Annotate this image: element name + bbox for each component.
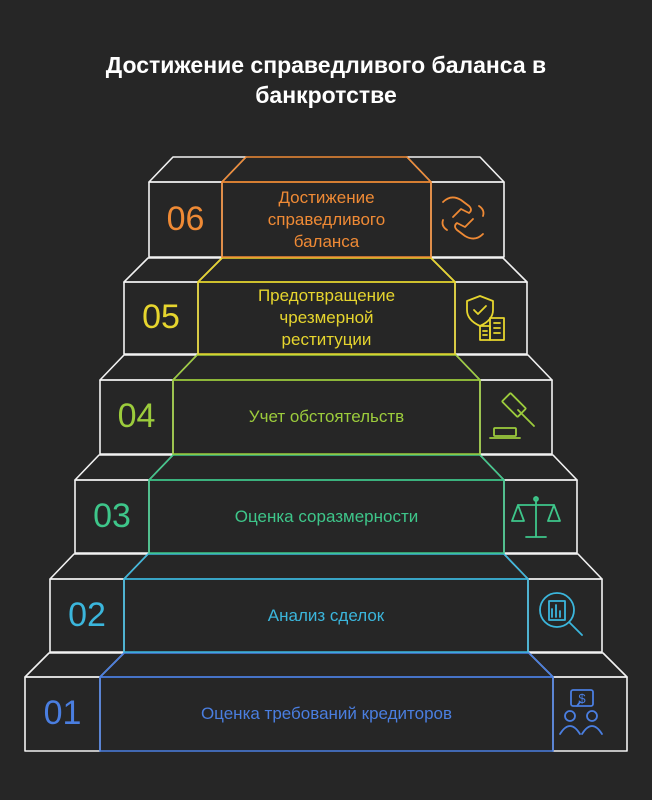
side-tread-left <box>75 455 173 480</box>
step-number: 02 <box>68 595 106 634</box>
document-magnifier-icon <box>540 593 582 635</box>
step-label-line: Предотвращение <box>257 286 396 305</box>
step-tread <box>100 653 553 677</box>
step-label-line: чрезмерной <box>279 308 374 327</box>
shield-building-icon <box>467 296 504 340</box>
step-label-line: справедливого <box>267 209 386 229</box>
step-label-line: реституции <box>281 330 372 349</box>
step-number: 03 <box>93 496 131 535</box>
step-tread <box>149 455 504 480</box>
side-tread-right <box>407 157 504 182</box>
title-line-1: Достижение справедливого баланса в <box>105 52 547 78</box>
step-label-line: баланса <box>293 231 360 251</box>
svg-text:$: $ <box>578 691 586 706</box>
step-label <box>173 380 480 454</box>
step-label <box>222 182 431 257</box>
step-number: 04 <box>117 397 156 435</box>
step-label <box>100 677 553 751</box>
scales-icon <box>512 497 560 537</box>
side-tread-right <box>480 455 577 480</box>
side-tread-left <box>50 554 148 579</box>
step-label-line: Анализ сделок <box>267 605 385 625</box>
side-tread-left <box>25 653 124 677</box>
title-line-2: банкротстве <box>255 82 397 108</box>
step-number: 06 <box>166 199 205 238</box>
side-face-right <box>553 677 627 751</box>
side-tread-right <box>431 258 527 282</box>
step-number: 05 <box>142 298 180 336</box>
side-tread-left <box>149 157 246 182</box>
step-tread <box>173 355 480 380</box>
step-label-line: Учет обстоятельств <box>248 407 405 426</box>
step-label <box>149 480 504 553</box>
side-tread-left <box>100 355 197 380</box>
step-label-line: Оценка требований кредиторов <box>200 704 453 723</box>
side-tread-right <box>456 355 552 380</box>
handshake-icon <box>443 197 484 238</box>
step-label <box>198 282 455 354</box>
step-number: 01 <box>43 694 82 732</box>
side-tread-left <box>124 258 222 282</box>
side-tread-right <box>529 653 627 677</box>
step-tread <box>222 157 431 182</box>
step-label <box>124 579 528 652</box>
step-label-line: Достижение <box>278 187 375 207</box>
side-tread-right <box>504 554 602 579</box>
step-tread <box>124 554 528 579</box>
step-label-line: Оценка соразмерности <box>234 506 419 526</box>
side-face-right <box>480 380 552 454</box>
side-face-right <box>431 182 504 257</box>
gavel-icon <box>490 393 534 438</box>
side-face-right <box>504 480 577 553</box>
step-tread <box>198 258 455 282</box>
creditors-money-icon <box>560 690 602 734</box>
